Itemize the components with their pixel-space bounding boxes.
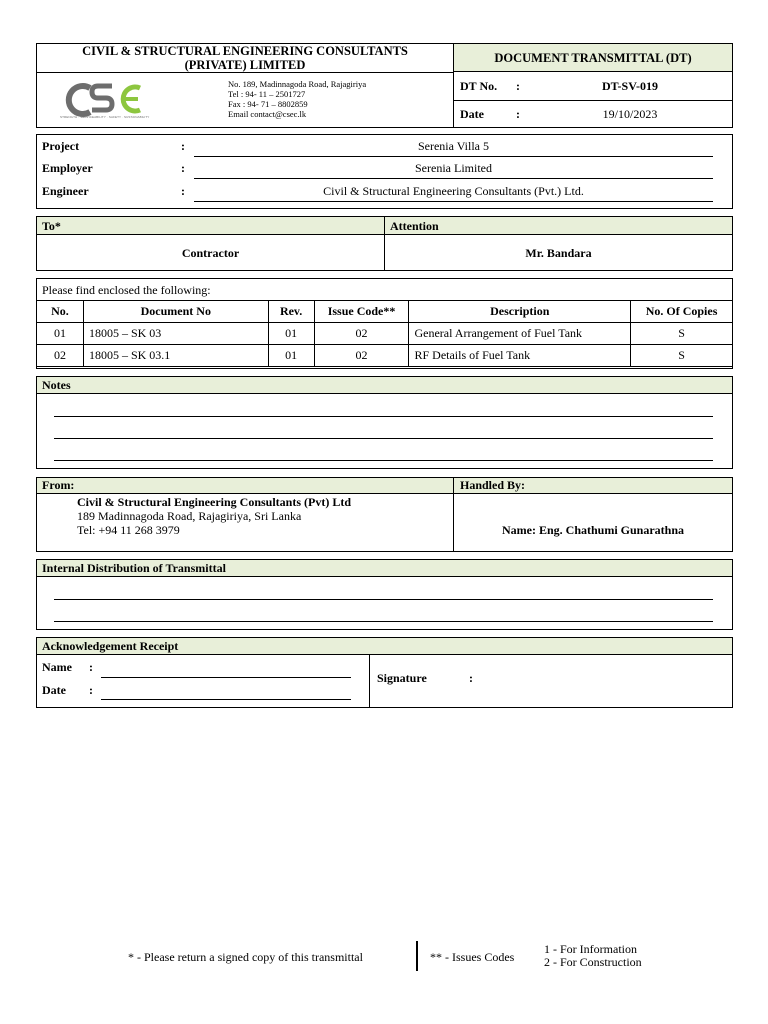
distribution-line xyxy=(54,621,713,622)
cell-rev: 01 xyxy=(268,323,314,345)
company-tel: Tel : 94- 11 – 2501727 xyxy=(228,89,306,99)
issue-code-2: 2 - For Construction xyxy=(544,955,642,969)
issue-codes-label: ** - Issues Codes xyxy=(430,950,515,964)
cell-document-no: 18005 – SK 03.1 xyxy=(83,345,268,367)
enclosed-intro: Please find enclosed the following: xyxy=(42,283,211,297)
project-colon: : xyxy=(181,139,185,153)
date-value: 19/10/2023 xyxy=(602,106,658,121)
company-contact xyxy=(228,79,366,119)
distribution-label: Internal Distribution of Transmittal xyxy=(42,561,226,575)
company-name-line-2: (PRIVATE) LIMITED xyxy=(184,58,306,72)
dt-no-colon: : xyxy=(516,79,520,93)
issue-code-list xyxy=(544,943,642,969)
attention-value: Mr. Bandara xyxy=(525,245,592,260)
company-address: No. 189, Madinnagoda Road, Rajagiriya xyxy=(228,79,367,89)
return-note: * - Please return a signed copy of this transmittal xyxy=(128,950,363,964)
from-company: Civil & Structural Engineering Consultants (Pvt) Ltd xyxy=(77,495,352,509)
date-label: Date xyxy=(460,106,484,121)
notes-line xyxy=(54,438,713,439)
col-header-issue-code: Issue Code** xyxy=(314,301,409,323)
ack-label: Acknowledgement Receipt xyxy=(42,639,179,653)
documents-table xyxy=(36,300,733,367)
table-row xyxy=(37,345,733,367)
engineer-value: Civil & Structural Engineering Consultants (Pvt.) Ltd. xyxy=(323,184,584,198)
doc-title: DOCUMENT TRANSMITTAL (DT) xyxy=(494,50,692,65)
table-row xyxy=(37,323,733,345)
cell-no: 01 xyxy=(37,323,84,345)
date-colon: : xyxy=(516,106,520,121)
issue-code-1: 1 - For Information xyxy=(544,942,637,956)
company-fax: Fax : 94- 71 – 8802859 xyxy=(228,99,308,109)
employer-value: Serenia Limited xyxy=(415,161,492,175)
from-address: 189 Madinnagoda Road, Rajagiriya, Sri Lanka xyxy=(77,509,302,523)
col-header-copies: No. Of Copies xyxy=(631,301,733,323)
cell-issue-code: 02 xyxy=(314,323,409,345)
logo-tagline: STRENGTH · SERVICEABILITY · SAFETY · SUSTAINABILITY xyxy=(60,115,150,119)
footer-divider xyxy=(416,941,418,971)
col-header-description: Description xyxy=(409,301,631,323)
from-tel: Tel: +94 11 268 3979 xyxy=(77,523,180,537)
cell-document-no: 18005 – SK 03 xyxy=(83,323,268,345)
from-details xyxy=(77,495,351,537)
to-value: Contractor xyxy=(181,245,240,260)
employer-label: Employer xyxy=(42,161,93,175)
attention-label: Attention xyxy=(390,219,439,233)
notes-label: Notes xyxy=(42,378,71,392)
distribution-line xyxy=(54,599,713,600)
table-header-row xyxy=(37,301,733,323)
project-value: Serenia Villa 5 xyxy=(417,139,490,153)
to-label: To* xyxy=(42,219,61,233)
dt-no-label: DT No. xyxy=(460,79,498,93)
cell-description: General Arrangement of Fuel Tank xyxy=(409,323,631,345)
notes-line xyxy=(54,416,713,417)
company-name-line-1: CIVIL & STRUCTURAL ENGINEERING CONSULTANTS xyxy=(82,44,408,58)
dt-no-value: DT-SV-019 xyxy=(601,79,658,93)
signature-colon: : xyxy=(469,671,473,685)
col-header-document-no: Document No xyxy=(83,301,268,323)
handled-by-label: Handled By: xyxy=(460,478,526,492)
ack-date-colon: : xyxy=(89,683,93,697)
company-logo xyxy=(60,78,154,122)
ack-name-colon: : xyxy=(89,660,93,674)
company-email: Email contact@csec.lk xyxy=(228,109,307,119)
ack-date-label: Date xyxy=(42,683,66,697)
cell-issue-code: 02 xyxy=(314,345,409,367)
engineer-label: Engineer xyxy=(42,184,89,198)
signature-label: Signature xyxy=(377,671,427,685)
cell-rev: 01 xyxy=(268,345,314,367)
ack-date-field[interactable] xyxy=(101,699,351,700)
ack-name-field[interactable] xyxy=(101,677,351,678)
cell-copies: S xyxy=(631,345,733,367)
handled-by-name: Name: Eng. Chathumi Gunarathna xyxy=(501,522,685,537)
notes-line xyxy=(54,460,713,461)
col-header-rev: Rev. xyxy=(268,301,314,323)
col-header-no: No. xyxy=(37,301,84,323)
cell-copies: S xyxy=(631,323,733,345)
company-name xyxy=(40,44,450,72)
cell-description: RF Details of Fuel Tank xyxy=(409,345,631,367)
project-label: Project xyxy=(42,139,80,153)
cell-no: 02 xyxy=(37,345,84,367)
engineer-colon: : xyxy=(181,184,185,198)
from-label: From: xyxy=(42,478,75,492)
employer-colon: : xyxy=(181,161,185,175)
ack-name-label: Name xyxy=(42,660,72,674)
